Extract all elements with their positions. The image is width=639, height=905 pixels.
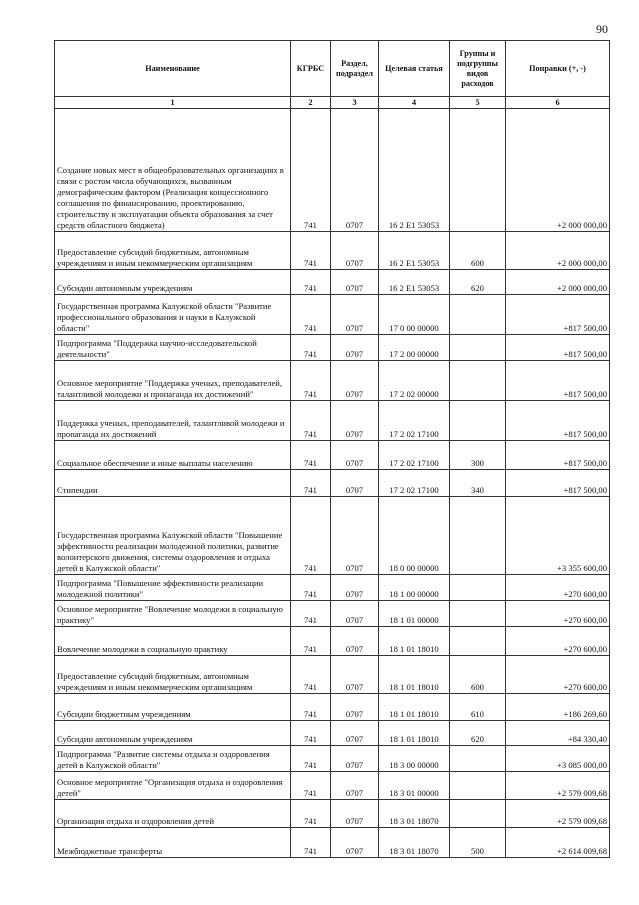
row-name: Вовлечение молодежи в социальную практику xyxy=(55,627,291,656)
row-target: 18 3 01 00000 xyxy=(379,772,450,800)
row-target: 17 2 02 17100 xyxy=(379,470,450,497)
row-razdel: 0707 xyxy=(331,497,379,575)
row-amount: +2 614 009,68 xyxy=(506,828,610,858)
col-header-name: Наименование xyxy=(55,41,291,97)
row-amount: +270 600,00 xyxy=(506,601,610,627)
row-kgrbs: 741 xyxy=(291,627,331,656)
budget-amendments-table xyxy=(54,40,610,858)
row-target: 16 2 E1 53053 xyxy=(379,232,450,270)
table-row xyxy=(55,232,610,270)
row-group xyxy=(450,575,506,601)
row-target: 18 1 01 18010 xyxy=(379,627,450,656)
table-row xyxy=(55,627,610,656)
row-kgrbs: 741 xyxy=(291,497,331,575)
row-razdel: 0707 xyxy=(331,656,379,694)
col-header-amount: Поправки (+, -) xyxy=(506,41,610,97)
row-group xyxy=(450,746,506,772)
row-amount: +270 600,00 xyxy=(506,627,610,656)
row-target: 18 3 01 18070 xyxy=(379,828,450,858)
row-kgrbs: 741 xyxy=(291,828,331,858)
row-target: 18 0 00 00000 xyxy=(379,497,450,575)
row-kgrbs: 741 xyxy=(291,401,331,441)
row-amount: +2 000 000,00 xyxy=(506,270,610,295)
row-group: 600 xyxy=(450,232,506,270)
row-name: Межбюджетные трансферты xyxy=(55,828,291,858)
table-row xyxy=(55,109,610,232)
row-kgrbs: 741 xyxy=(291,335,331,361)
col-number: 3 xyxy=(331,97,379,109)
row-amount: +817 500,00 xyxy=(506,335,610,361)
row-group: 500 xyxy=(450,828,506,858)
row-name: Подпрограмма "Развитие системы отдыха и оздоровления детей в Калужской области" xyxy=(55,746,291,772)
row-razdel: 0707 xyxy=(331,335,379,361)
row-kgrbs: 741 xyxy=(291,232,331,270)
row-razdel: 0707 xyxy=(331,800,379,828)
table-row xyxy=(55,828,610,858)
table-row xyxy=(55,335,610,361)
row-name: Основное мероприятие "Организация отдыха и оздоровления детей" xyxy=(55,772,291,800)
table-row xyxy=(55,361,610,401)
table-row xyxy=(55,295,610,335)
table-row xyxy=(55,401,610,441)
row-razdel: 0707 xyxy=(331,295,379,335)
row-razdel: 0707 xyxy=(331,828,379,858)
row-amount: +817 500,00 xyxy=(506,361,610,401)
row-razdel: 0707 xyxy=(331,470,379,497)
row-group xyxy=(450,772,506,800)
row-name: Подпрограмма "Повышение эффективности реализации молодежной политики" xyxy=(55,575,291,601)
row-target: 18 1 01 18010 xyxy=(379,656,450,694)
row-group xyxy=(450,361,506,401)
row-kgrbs: 741 xyxy=(291,772,331,800)
row-name: Поддержка ученых, преподавателей, талантливой молодежи и пропаганда их достижений xyxy=(55,401,291,441)
row-amount: +3 085 000,00 xyxy=(506,746,610,772)
row-name: Основное мероприятие "Поддержка ученых, преподавателей, талантливой молодежи и пропаганда их достижений" xyxy=(55,361,291,401)
row-target: 17 0 00 00000 xyxy=(379,295,450,335)
row-target: 16 2 E1 53053 xyxy=(379,109,450,232)
row-group: 600 xyxy=(450,656,506,694)
row-amount: +817 500,00 xyxy=(506,470,610,497)
row-name: Предоставление субсидий бюджетным, автономным учреждениям и иным некоммерческим организациям xyxy=(55,656,291,694)
row-target: 17 2 02 17100 xyxy=(379,401,450,441)
row-kgrbs: 741 xyxy=(291,575,331,601)
row-name: Субсидии бюджетным учреждениям xyxy=(55,694,291,721)
col-number: 4 xyxy=(379,97,450,109)
row-group: 340 xyxy=(450,470,506,497)
row-razdel: 0707 xyxy=(331,361,379,401)
row-group xyxy=(450,109,506,232)
row-target: 18 1 00 00000 xyxy=(379,575,450,601)
row-name: Субсидии автономным учреждениям xyxy=(55,721,291,746)
table-row xyxy=(55,721,610,746)
row-razdel: 0707 xyxy=(331,575,379,601)
row-target: 18 1 01 18010 xyxy=(379,721,450,746)
row-group xyxy=(450,401,506,441)
row-razdel: 0707 xyxy=(331,232,379,270)
row-kgrbs: 741 xyxy=(291,270,331,295)
table-row xyxy=(55,470,610,497)
row-group xyxy=(450,295,506,335)
column-number-row xyxy=(55,97,610,109)
row-amount: +817 500,00 xyxy=(506,401,610,441)
row-group: 300 xyxy=(450,441,506,470)
row-razdel: 0707 xyxy=(331,746,379,772)
row-amount: +817 500,00 xyxy=(506,295,610,335)
row-amount: +2 000 000,00 xyxy=(506,232,610,270)
row-kgrbs: 741 xyxy=(291,721,331,746)
row-name: Предоставление субсидий бюджетным, автономным учреждениям и иным некоммерческим организациям xyxy=(55,232,291,270)
row-name: Основное мероприятие "Вовлечение молодежи в социальную практику" xyxy=(55,601,291,627)
table-row xyxy=(55,441,610,470)
row-group: 620 xyxy=(450,721,506,746)
table-row xyxy=(55,497,610,575)
row-razdel: 0707 xyxy=(331,401,379,441)
row-amount: +817 500,00 xyxy=(506,441,610,470)
row-amount: +186 269,60 xyxy=(506,694,610,721)
row-target: 18 1 01 18010 xyxy=(379,694,450,721)
row-amount: +2 579 009,68 xyxy=(506,800,610,828)
row-kgrbs: 741 xyxy=(291,800,331,828)
row-razdel: 0707 xyxy=(331,109,379,232)
row-target: 16 2 E1 53053 xyxy=(379,270,450,295)
row-kgrbs: 741 xyxy=(291,441,331,470)
col-number: 6 xyxy=(506,97,610,109)
row-name: Субсидии автономным учреждениям xyxy=(55,270,291,295)
col-header-razdel: Раздел, подраздел xyxy=(331,41,379,97)
col-header-target: Целевая статья xyxy=(379,41,450,97)
row-amount: +2 579 009,68 xyxy=(506,772,610,800)
row-group xyxy=(450,601,506,627)
row-kgrbs: 741 xyxy=(291,746,331,772)
col-number: 2 xyxy=(291,97,331,109)
row-razdel: 0707 xyxy=(331,721,379,746)
row-name: Подпрограмма "Поддержка научно-исследовательской деятельности" xyxy=(55,335,291,361)
row-razdel: 0707 xyxy=(331,601,379,627)
row-target: 17 2 02 00000 xyxy=(379,361,450,401)
table-row xyxy=(55,800,610,828)
row-kgrbs: 741 xyxy=(291,361,331,401)
row-group: 620 xyxy=(450,270,506,295)
row-name: Государственная программа Калужской области "Повышение эффективности реализации молодежной политики, развитие волонтерского движения, системы оздоровления и отдыха детей в Калужской области" xyxy=(55,497,291,575)
row-group xyxy=(450,497,506,575)
header-row xyxy=(55,41,610,97)
row-kgrbs: 741 xyxy=(291,656,331,694)
row-amount: +2 000 000,00 xyxy=(506,109,610,232)
row-group xyxy=(450,335,506,361)
row-target: 18 1 01 00000 xyxy=(379,601,450,627)
col-header-kgrbs: КГРБС xyxy=(291,41,331,97)
col-header-group: Группы и подгруппы видов расходов xyxy=(450,41,506,97)
table-row xyxy=(55,746,610,772)
table-row xyxy=(55,772,610,800)
row-amount: +270 600,00 xyxy=(506,575,610,601)
row-group: 610 xyxy=(450,694,506,721)
row-name: Организация отдыха и оздоровления детей xyxy=(55,800,291,828)
row-kgrbs: 741 xyxy=(291,109,331,232)
row-razdel: 0707 xyxy=(331,441,379,470)
table-row xyxy=(55,656,610,694)
row-razdel: 0707 xyxy=(331,694,379,721)
col-number: 5 xyxy=(450,97,506,109)
row-amount: +84 330,40 xyxy=(506,721,610,746)
row-target: 18 3 00 00000 xyxy=(379,746,450,772)
row-kgrbs: 741 xyxy=(291,694,331,721)
row-amount: +3 355 600,00 xyxy=(506,497,610,575)
table-row xyxy=(55,270,610,295)
row-kgrbs: 741 xyxy=(291,295,331,335)
row-name: Социальное обеспечение и иные выплаты населению xyxy=(55,441,291,470)
row-group xyxy=(450,627,506,656)
col-number: 1 xyxy=(55,97,291,109)
table-row xyxy=(55,694,610,721)
row-amount: +270 600,00 xyxy=(506,656,610,694)
row-target: 17 2 00 00000 xyxy=(379,335,450,361)
row-group xyxy=(450,800,506,828)
row-kgrbs: 741 xyxy=(291,470,331,497)
row-name: Государственная программа Калужской области "Развитие профессионального образования и науки в Калужской области" xyxy=(55,295,291,335)
row-name: Создание новых мест в общеобразовательных организациях в связи с ростом числа обучающихся, вызванным демографическим фактором (Реализация концессионного соглашения по финансированию, проектированию, строительству и эксплуатации объекта образования за счет средств областного бюджета) xyxy=(55,109,291,232)
row-name: Стипендии xyxy=(55,470,291,497)
table-row xyxy=(55,601,610,627)
row-kgrbs: 741 xyxy=(291,601,331,627)
table-row xyxy=(55,575,610,601)
row-razdel: 0707 xyxy=(331,270,379,295)
row-target: 17 2 02 17100 xyxy=(379,441,450,470)
row-razdel: 0707 xyxy=(331,627,379,656)
page-number: 90 xyxy=(596,22,608,36)
row-target: 18 3 01 18070 xyxy=(379,800,450,828)
row-razdel: 0707 xyxy=(331,772,379,800)
